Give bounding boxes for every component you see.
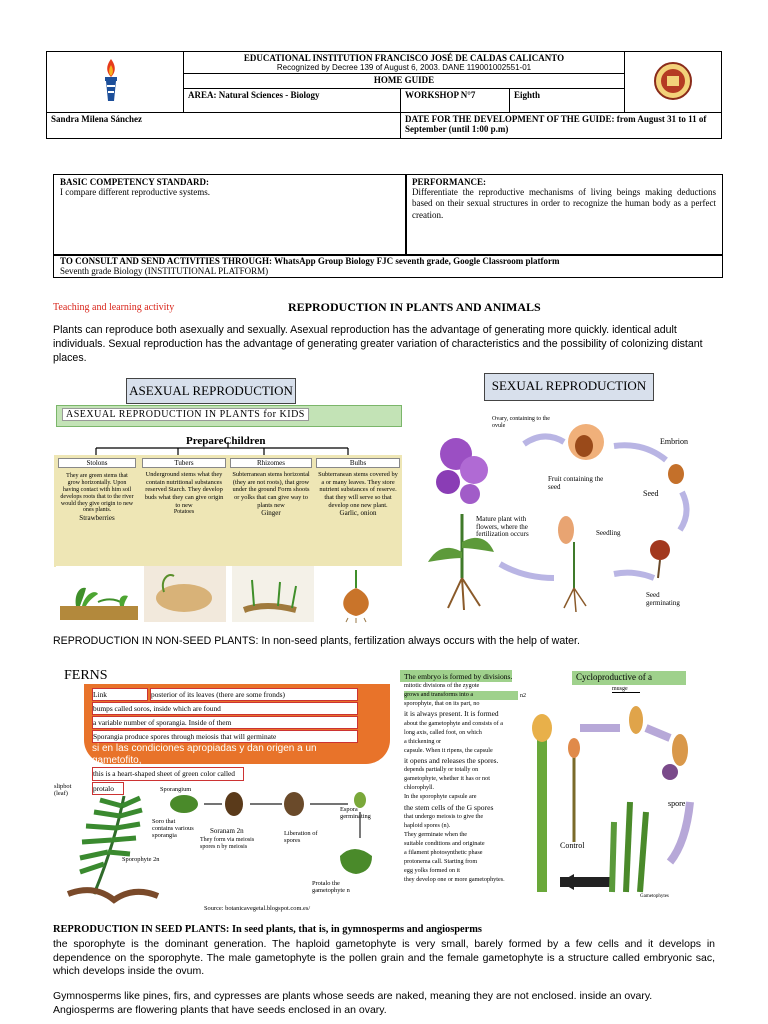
fern-label-leaf: slipbot (leaf) [54, 783, 72, 798]
moss-line-7: long axis, called foot, on which [404, 728, 482, 736]
potato-tuber-icon [144, 566, 226, 622]
competency-title: BASIC COMPETENCY STANDARD: [60, 177, 210, 187]
moss-line-12: gametophyte, whether it has or not [404, 775, 490, 783]
moss-line-22: egg yolks formed on it [404, 867, 461, 875]
torch-logo-icon [51, 53, 171, 109]
asexual-col-tubers [142, 458, 226, 515]
fern-label-sporophyte: Sporophyte 2n [122, 856, 160, 863]
moss-line-14: In the sporophyte capsule are [404, 793, 477, 801]
moss-line-9: capsule. When it ripens, the capsule [404, 746, 493, 754]
asexual-col-bulbs [316, 458, 400, 517]
moss-label-spore: spore [668, 799, 686, 808]
fruit-icon [568, 424, 604, 460]
label-seed: Seed [643, 489, 659, 498]
performance-text: Differentiate the reproductive mechanisms of living beings making deductions based on their sexual structures in order to recognize the human body as a perfect creation. [412, 187, 716, 220]
competency-text: I compare different reproductive systems. [60, 187, 211, 197]
bulbs-text: Subterranean stems covered by a or many leaves. They store nutrient substances of reserve. that they will serve so that develop one new plant. [318, 471, 398, 509]
moss-line-17: haploid spores (n). [404, 822, 451, 830]
activity-label: Teaching and learning activity [53, 302, 175, 313]
moss-line-19: suitable conditions and originate [404, 840, 485, 848]
intro-paragraph: Plants can reproduce both asexually and sexually. Asexual reproduction has the advantage of generating more quickly. identical adult individuals. Sexual reproduction has the advantage of generating greater variation of characteristics and the possibility of colonizing distant places. [53, 324, 703, 364]
moss-line-11: depends partially or totally on [404, 766, 479, 774]
asexual-col-stolons [58, 458, 136, 522]
tubers-example: Potatoes [173, 509, 195, 516]
moss-capsule-icon [629, 706, 688, 780]
moss-line-5: it is always present. It is formed [404, 708, 499, 718]
ferns-line-4: a variable number of sporangia. Inside of them [92, 716, 358, 729]
moss-line-15: the stem cells of the G spores [404, 803, 494, 813]
moss-line-2: mitotic divisions of the zygote [404, 682, 480, 689]
rhizomes-text: Subterranean stems horizontal (they are not roots), that grow under the ground Form shoots or yolks that can give way to plants new [232, 471, 310, 509]
moss-line-8: a thickening or [404, 737, 442, 745]
label-germinating: Seed germinating [646, 591, 680, 607]
stolons-label: Stolons [58, 458, 136, 468]
consult-text-2: Seventh grade Biology (INSTITUTIONAL PLATFORM) [60, 266, 269, 276]
gametophyte-icon [612, 802, 646, 892]
moss-line-4: sporophyte, that on its part, no [404, 699, 480, 707]
moss-line-20: a filament photosynthetic phase [404, 849, 483, 857]
moss-life-cycle-diagram [520, 692, 716, 914]
moss-label-control: Control [560, 841, 585, 850]
seed-icon [668, 464, 684, 484]
seedling-icon [558, 516, 586, 612]
moss-cycle-title: Cycloproductive of a [576, 672, 652, 682]
germinating-seed-icon [650, 540, 670, 578]
teacher-name: Sandra Milena Sánchez [47, 113, 401, 139]
bulbs-example: Garlic, onion [339, 509, 377, 518]
rhizomes-example: Ginger [261, 509, 281, 518]
competency-box [53, 174, 407, 256]
protalo-icon [340, 849, 372, 874]
institution-title: EDUCATIONAL INSTITUTION FRANCISCO JOSÉ DE CALDAS CALICANTO [243, 53, 565, 63]
consult-text: TO CONSULT AND SEND ACTIVITIES THROUGH: WhatsApp Group Biology FJC seventh grade, Google Classroom platform [60, 256, 560, 266]
fern-label-protalo: Protalo the gametophyte n [312, 880, 350, 895]
fern-label-espora: Espora germinating [340, 806, 371, 821]
performance-title: PERFORMANCE: [412, 177, 486, 187]
rhizomes-label: Rhizomes [230, 458, 312, 468]
asexual-heading: ASEXUAL REPRODUCTION [126, 378, 296, 404]
moss-line-10: it opens and releases the spores. [404, 755, 499, 765]
workshop: WORKSHOP N°7 [401, 88, 510, 112]
moss-line-23: they develop one or more gametophytes. [404, 876, 505, 884]
grade: Eighth [510, 88, 625, 112]
moss-line-18: They germinate when the [404, 831, 468, 839]
seal-cell [625, 52, 722, 113]
asexual-col-rhizomes [230, 458, 312, 517]
institution-name [184, 52, 625, 74]
sporangium-icon [170, 795, 198, 813]
performance-box [405, 174, 723, 256]
ferns-line-7: this is a heart-shaped sheet of green color called [92, 767, 244, 780]
label-fruit: Fruit containing the seed [548, 475, 604, 491]
nonseed-text: REPRODUCTION IN NON-SEED PLANTS: In non-seed plants, fertilization always occurs with the help of water. [53, 635, 580, 647]
asexual-subtitle: PrepareChildren [186, 435, 266, 447]
moss-line-21: protonema call. Starting from [404, 858, 478, 866]
asexual-pictures [56, 566, 402, 624]
moss-line-3: grows and transforms into a [404, 691, 518, 700]
ferns-title: FERNS [64, 668, 108, 683]
label-seedling: Seedling [596, 529, 621, 537]
header-table [46, 51, 722, 139]
bulbs-label: Bulbs [316, 458, 400, 468]
ferns-line-6: si en las condiciones apropiadas y dan origen a un gametofito, [92, 743, 317, 767]
seed-plants-paragraph: the sporophyte is the dominant generation. The haploid gametophyte is very small, barely formed by a few cells and it develops in dependence on the sporophyte. The male gametophyte is the pollen grain and the female gametophyte is a structure called embryonic sac, which develops inside the ovum. [53, 938, 715, 978]
moss-line-16: that undergo meiosis to give the [404, 813, 484, 821]
fern-frond-icon [68, 796, 158, 900]
fern-source: Source: botanicavegetal.blogspot.com.es/ [204, 905, 311, 912]
label-ovary: Ovary, containing to the ovule [492, 416, 550, 429]
decree-text: Recognized by Decree 139 of August 6, 2003. DANE 119001002551-01 [276, 63, 532, 72]
ferns-line-2: posterior of its leaves (there are some fronds) [150, 688, 358, 701]
moss-sporophyte-icon [532, 714, 552, 892]
home-guide: HOME GUIDE [184, 74, 625, 88]
moss-line-1: The embryo is formed by divisions. [404, 672, 513, 681]
plant-life-cycle-diagram [404, 402, 704, 614]
ferns-line-8: protalo [92, 782, 124, 795]
moss-lines [404, 671, 518, 885]
tubers-text: Underground stems what they contain nutritional substances reserved Starch. They develop buds what they can give origin to new [144, 471, 224, 509]
ginger-rhizome-icon [232, 566, 314, 622]
moss-line-13: chlorophyll. [404, 784, 435, 792]
moss-label-n2: n2 [520, 693, 526, 699]
label-embrion: Embrion [660, 437, 688, 446]
logo-cell [47, 52, 184, 113]
ferns-line-5: Sporangia produce spores through meiosis that will germinate [92, 730, 358, 743]
fern-label-soranu: Soranam 2n [210, 827, 244, 835]
fern-label-meiosis: They form via meiosis spores n by meiosis [200, 837, 255, 850]
stolons-example: Strawberries [79, 514, 115, 523]
moss-line-6: about the gametophyte and consists of a [404, 719, 503, 727]
gymnosperms-paragraph: Gymnosperms like pines, firs, and cypresses are plants whose seeds are naked, meaning they are not enclosed. inside an ovary. Angiosperms are flowering plants that have seeds enclosed in an ovary. [53, 990, 653, 1016]
guide-date: DATE FOR THE DEVELOPMENT OF THE GUIDE: from August 31 to 11 of September (until 1:00 p.m) [401, 113, 722, 139]
consult-box [53, 254, 723, 278]
ferns-line-3: bumps called soros, inside which are found [92, 702, 358, 715]
fern-label-liberation: Liberation of spores [284, 830, 318, 845]
moss-label-gametophytes: Gametophytes [640, 894, 669, 899]
fern-label-sporangium: Sporangium [160, 786, 192, 793]
school-seal-icon [653, 61, 693, 101]
spores-release-icon [284, 792, 304, 816]
seed-plants-heading: REPRODUCTION IN SEED PLANTS: In seed plants, that is, in gymnosperms and angiosperms [53, 924, 482, 935]
tubers-label: Tubers [142, 458, 226, 468]
sexual-heading: SEXUAL REPRODUCTION [484, 373, 654, 401]
soro-icon [225, 792, 243, 816]
stolons-text: They are green stems that grow horizontally. Upon having contact with him soil develops roots that to the river would they give origin to new ones plants. [60, 473, 134, 514]
ferns-line-1: Link [92, 688, 148, 701]
asexual-banner: ASEXUAL REPRODUCTION IN PLANTS for KIDS [62, 408, 309, 421]
fern-label-soro: Soro that contains various sporangia [152, 818, 194, 840]
asexual-tree-lines [56, 428, 400, 458]
label-mature-plant: Mature plant with flowers, where the fertilization occurs [476, 515, 529, 539]
area: AREA: Natural Sciences - Biology [184, 88, 401, 112]
moss-cycle-subtitle: musge [612, 686, 640, 693]
moss-detail-icon [568, 738, 580, 842]
main-title: REPRODUCTION IN PLANTS AND ANIMALS [288, 300, 541, 314]
